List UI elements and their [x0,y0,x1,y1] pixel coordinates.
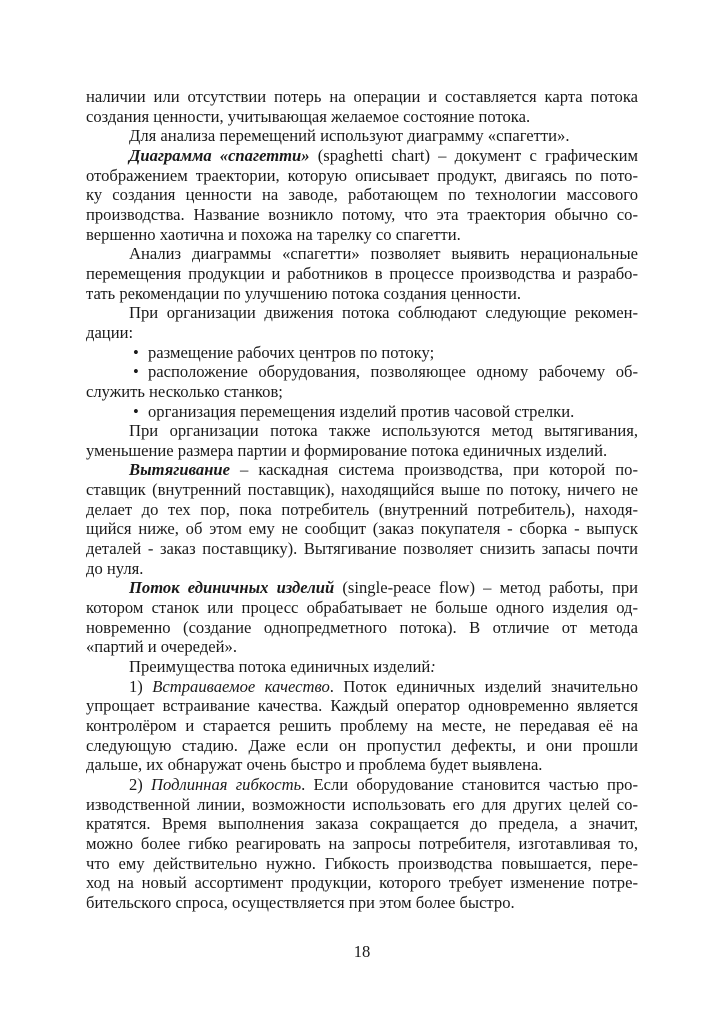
text-line [86,402,638,422]
text-segment: дации: [86,322,134,342]
bullet-list-item [86,343,638,363]
term-emphasis: Поток единичных изделий [129,578,335,598]
bullet-list-item [86,402,638,422]
text-segment: вершенно хаотична и похожа на тарелку со спагетти. [86,224,461,244]
text-line [86,185,638,205]
paragraph [86,303,638,342]
bullet-icon: • [133,362,139,382]
text-line [86,618,638,638]
bullet-list-item [86,362,638,401]
text-line [86,343,638,363]
text-line [86,736,638,756]
paragraph [86,460,638,578]
text-segment: производства. Название возникло потому, что эта траектория обычно со- [86,204,638,224]
text-segment: При организации движения потока соблюдают следующие рекомен- [129,303,638,323]
text-segment: ку создания ценности на заводе, работающем по технологии массового [86,185,638,205]
text-segment: (single-peace flow) – метод работы, при [334,578,639,598]
text-segment: бительского спроса, осуществляется при этом более быстро. [86,892,515,912]
text-segment: можно более гибко реагировать на запросы потребителя, изготавливая то, [86,833,638,853]
term-emphasis: Диаграмма «спагетти» [129,145,310,165]
text-segment: тать рекомендации по улучшению потока создания ценности. [86,283,522,303]
text-line [86,107,638,127]
bullet-icon: • [133,342,139,362]
text-segment: При организации потока также используются метод вытягивания, [129,421,638,441]
text-line [86,814,638,834]
text-segment: дальше, их обнаружат очень быстро и проблема будет выявлена. [86,755,543,775]
text-segment: следующую стадию. Даже если он пропустил дефекты, и они прошли [86,735,638,755]
text-line [86,166,638,186]
text-segment: – каскадная система производства, при которой по- [230,460,638,480]
text-segment: размещение рабочих центров по потоку; [148,342,435,362]
text-segment: изводственной линии, возможности использовать его для других целей со- [86,794,638,814]
italic-text: Подлинная гибкость [151,774,302,794]
text-line [86,323,638,343]
text-line [86,539,638,559]
page-number: 18 [353,942,371,961]
text-line [86,716,638,736]
text-line [86,834,638,854]
text-segment: Анализ диаграммы «спагетти» позволяет выявить нерациональные [129,244,638,264]
text-segment: упрощает встраивание качества. Каждый оператор одновременно является [86,696,638,716]
text-line [86,244,638,264]
paragraph [86,146,638,244]
text-line [86,677,638,697]
text-segment: расположение оборудования, позволяющее одному рабочему об- [148,362,638,382]
text-line [86,460,638,480]
text-line [86,637,638,657]
text-line [86,284,638,304]
text-line [86,873,638,893]
text-segment: что ему действительно нужно. Гибкость производства повышается, пере- [86,853,638,873]
italic-text: : [430,657,436,677]
text-segment: делает до тех пор, пока потребитель (внутренний потребитель), находя- [86,499,638,519]
text-line [86,854,638,874]
bullet-icon: • [133,401,139,421]
text-line [86,893,638,913]
paragraph [86,578,638,657]
document-body [86,87,638,913]
text-segment: . Если оборудование становится частью про- [301,774,638,794]
italic-text: Встраиваемое качество [152,676,330,696]
text-segment: 1) [129,676,153,696]
text-segment: создания ценности, учитывающая желаемое состояние потока. [86,106,531,126]
text-segment: ход на новый ассортимент продукции, которого требует изменение потре- [86,873,638,893]
paragraph [86,126,638,146]
text-line [86,205,638,225]
text-segment: Для анализа перемещений используют диаграмму «спагетти». [129,126,570,146]
text-line [86,264,638,284]
text-line [86,441,638,461]
text-line [86,598,638,618]
paragraph [86,87,638,126]
text-line [86,775,638,795]
text-line [86,146,638,166]
paragraph [86,421,638,460]
text-line [86,126,638,146]
text-line [86,795,638,815]
text-segment: щийся ниже, об этом ему не сообщит (заказ покупателя - сборка - выпуск [86,519,638,539]
text-line [86,421,638,441]
text-line [86,87,638,107]
text-line [86,519,638,539]
text-segment: (spaghetti chart) – документ с графическим [309,145,638,165]
text-line [86,696,638,716]
text-line [86,578,638,598]
text-segment: новременно (создание однопредметного потока). В отличие от метода [86,617,638,637]
text-line [86,500,638,520]
text-line [86,225,638,245]
text-segment: до нуля. [86,558,144,578]
text-segment: «партий и очередей». [86,637,237,657]
text-line [86,382,638,402]
paragraph [86,244,638,303]
text-line [86,559,638,579]
text-segment: наличии или отсутствии потерь на операции и составляется карта потока [86,87,638,106]
text-segment: деталей - заказ поставщику). Вытягивание позволяет снизить запасы почти [86,539,638,559]
paragraph [86,677,638,775]
text-line [86,657,638,677]
paragraph [86,775,638,913]
text-segment: организация перемещения изделий против часовой стрелки. [148,401,575,421]
text-segment: служить несколько станков; [86,381,283,401]
paragraph [86,657,638,677]
text-segment: ставщик (внутренний поставщик), находящийся выше по потоку, ничего не [86,480,638,500]
text-segment: . Поток единичных изделий значительно [329,676,638,696]
text-line [86,303,638,323]
term-emphasis: Вытягивание [129,460,230,480]
text-segment: перемещения продукции и работников в процессе производства и разрабо- [86,263,638,283]
text-line [86,480,638,500]
text-segment: уменьшение размера партии и формирование потока единичных изделий. [86,440,608,460]
text-segment: 2) [129,774,152,794]
text-segment: кратятся. Время выполнения заказа сокращается до предела, а значит, [86,814,638,834]
text-segment: отображением траектории, которую описывает продукт, двигаясь по пото- [86,165,638,185]
text-segment: Преимущества потока единичных изделий [129,657,431,677]
text-line [86,755,638,775]
text-line [86,362,638,382]
text-segment: котором станок или процесс обрабатывает не больше одного изделия од- [86,598,638,618]
text-segment: контролёром и старается решить проблему на месте, не передавая её на [86,716,638,735]
